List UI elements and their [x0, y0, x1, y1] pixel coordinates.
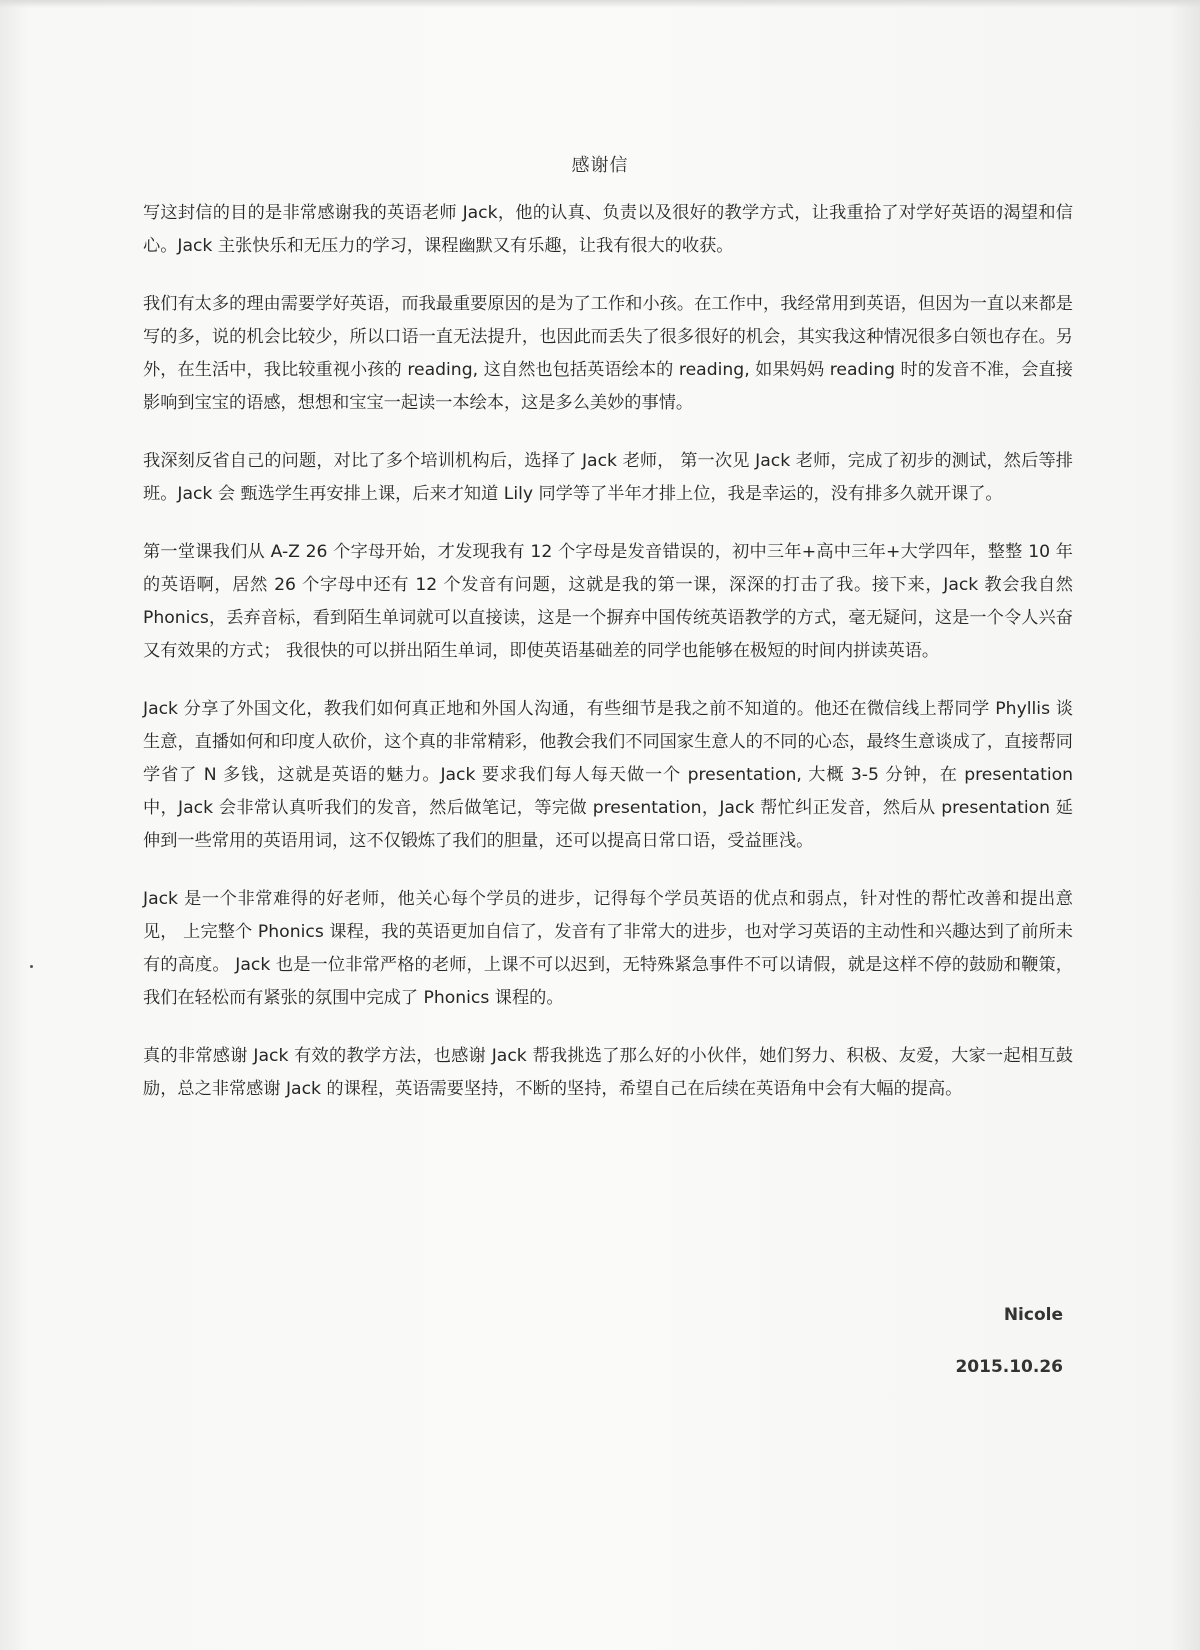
paragraph-1: 写这封信的目的是非常感谢我的英语老师 Jack，他的认真、负责以及很好的教学方式，让我重拾了对学好英语的渴望和信心。Jack 主张快乐和无压力的学习，课程幽默又有乐趣，让我有很大的收获。 — [143, 203, 1073, 256]
letter-title: 感谢信 — [571, 155, 629, 176]
letter-date: 2015.10.26 — [955, 1357, 1063, 1377]
paragraph-5: Jack 分享了外国文化，教我们如何真正地和外国人沟通，有些细节是我之前不知道的。他还在微信线上帮同学 Phyllis 谈生意，直播如何和印度人砍价，这个真的非常精彩，他教会我们不同国家生意人的不同的心态，最终生意谈成了，直接帮同学省了 N 多钱，这就是英语的魅力。Jack 要求我们每人每天做一个 presentation, 大概 3-5 分钟，在 presentation 中，Jack 会非常认真听我们的发音，然后做笔记，等完做 presentation，Jack 帮忙纠正发音，然后从 presentation 延伸到一些常用的英语用词，这不仅锻炼了我们的胆量，还可以提高日常口语，受益匪浅。 — [143, 699, 1073, 851]
paragraph-2: 我们有太多的理由需要学好英语，而我最重要原因的是为了工作和小孩。在工作中，我经常用到英语，但因为一直以来都是写的多，说的机会比较少，所以口语一直无法提升，也因此而丢失了很多很好的机会，其实我这种情况很多白领也存在。另外，在生活中，我比较重视小孩的 reading, 这自然也包括英语绘本的 reading, 如果妈妈 reading 时的发音不准，会直接影响到宝宝的语感，想想和宝宝一起读一本绘本，这是多么美妙的事情。 — [143, 294, 1073, 413]
signature: Nicole — [1003, 1305, 1063, 1325]
paragraph-3: 我深刻反省自己的问题，对比了多个培训机构后，选择了 Jack 老师， 第一次见 Jack 老师，完成了初步的测试，然后等排班。Jack 会 甄选学生再安排上课，后来才知道 Lily 同学等了半年才排上位，我是幸运的，没有排多久就开课了。 — [143, 451, 1073, 504]
paragraph-6: Jack 是一个非常难得的好老师，他关心每个学员的进步，记得每个学员英语的优点和弱点，针对性的帮忙改善和提出意见， 上完整个 Phonics 课程，我的英语更加自信了，发音有了非常大的进步，也对学习英语的主动性和兴趣达到了前所未有的高度。 Jack 也是一位非常严格的老师，上课不可以迟到，无特殊紧急事件不可以请假，就是这样不停的鼓励和鞭策，我们在轻松而有紧张的氛围中完成了 Phonics 课程的。 — [143, 889, 1073, 1008]
paragraph-7: 真的非常感谢 Jack 有效的教学方法，也感谢 Jack 帮我挑选了那么好的小伙伴，她们努力、积极、友爱，大家一起相互鼓励，总之非常感谢 Jack 的课程，英语需要坚持，不断的坚持，希望自己在后续在英语角中会有大幅的提高。 — [143, 1046, 1073, 1099]
scan-speck — [30, 965, 33, 968]
letter-body — [143, 197, 1073, 1131]
paragraph-4: 第一堂课我们从 A-Z 26 个字母开始，才发现我有 12 个字母是发音错误的，初中三年+高中三年+大学四年，整整 10 年的英语啊，居然 26 个字母中还有 12 个发音有问题，这就是我的第一课，深深的打击了我。接下来，Jack 教会我自然 Phonics，丢弃音标，看到陌生单词就可以直接读，这是一个摒弃中国传统英语教学的方式，毫无疑问，这是一个令人兴奋又有效果的方式； 我很快的可以拼出陌生单词，即使英语基础差的同学也能够在极短的时间内拼读英语。 — [143, 542, 1073, 661]
